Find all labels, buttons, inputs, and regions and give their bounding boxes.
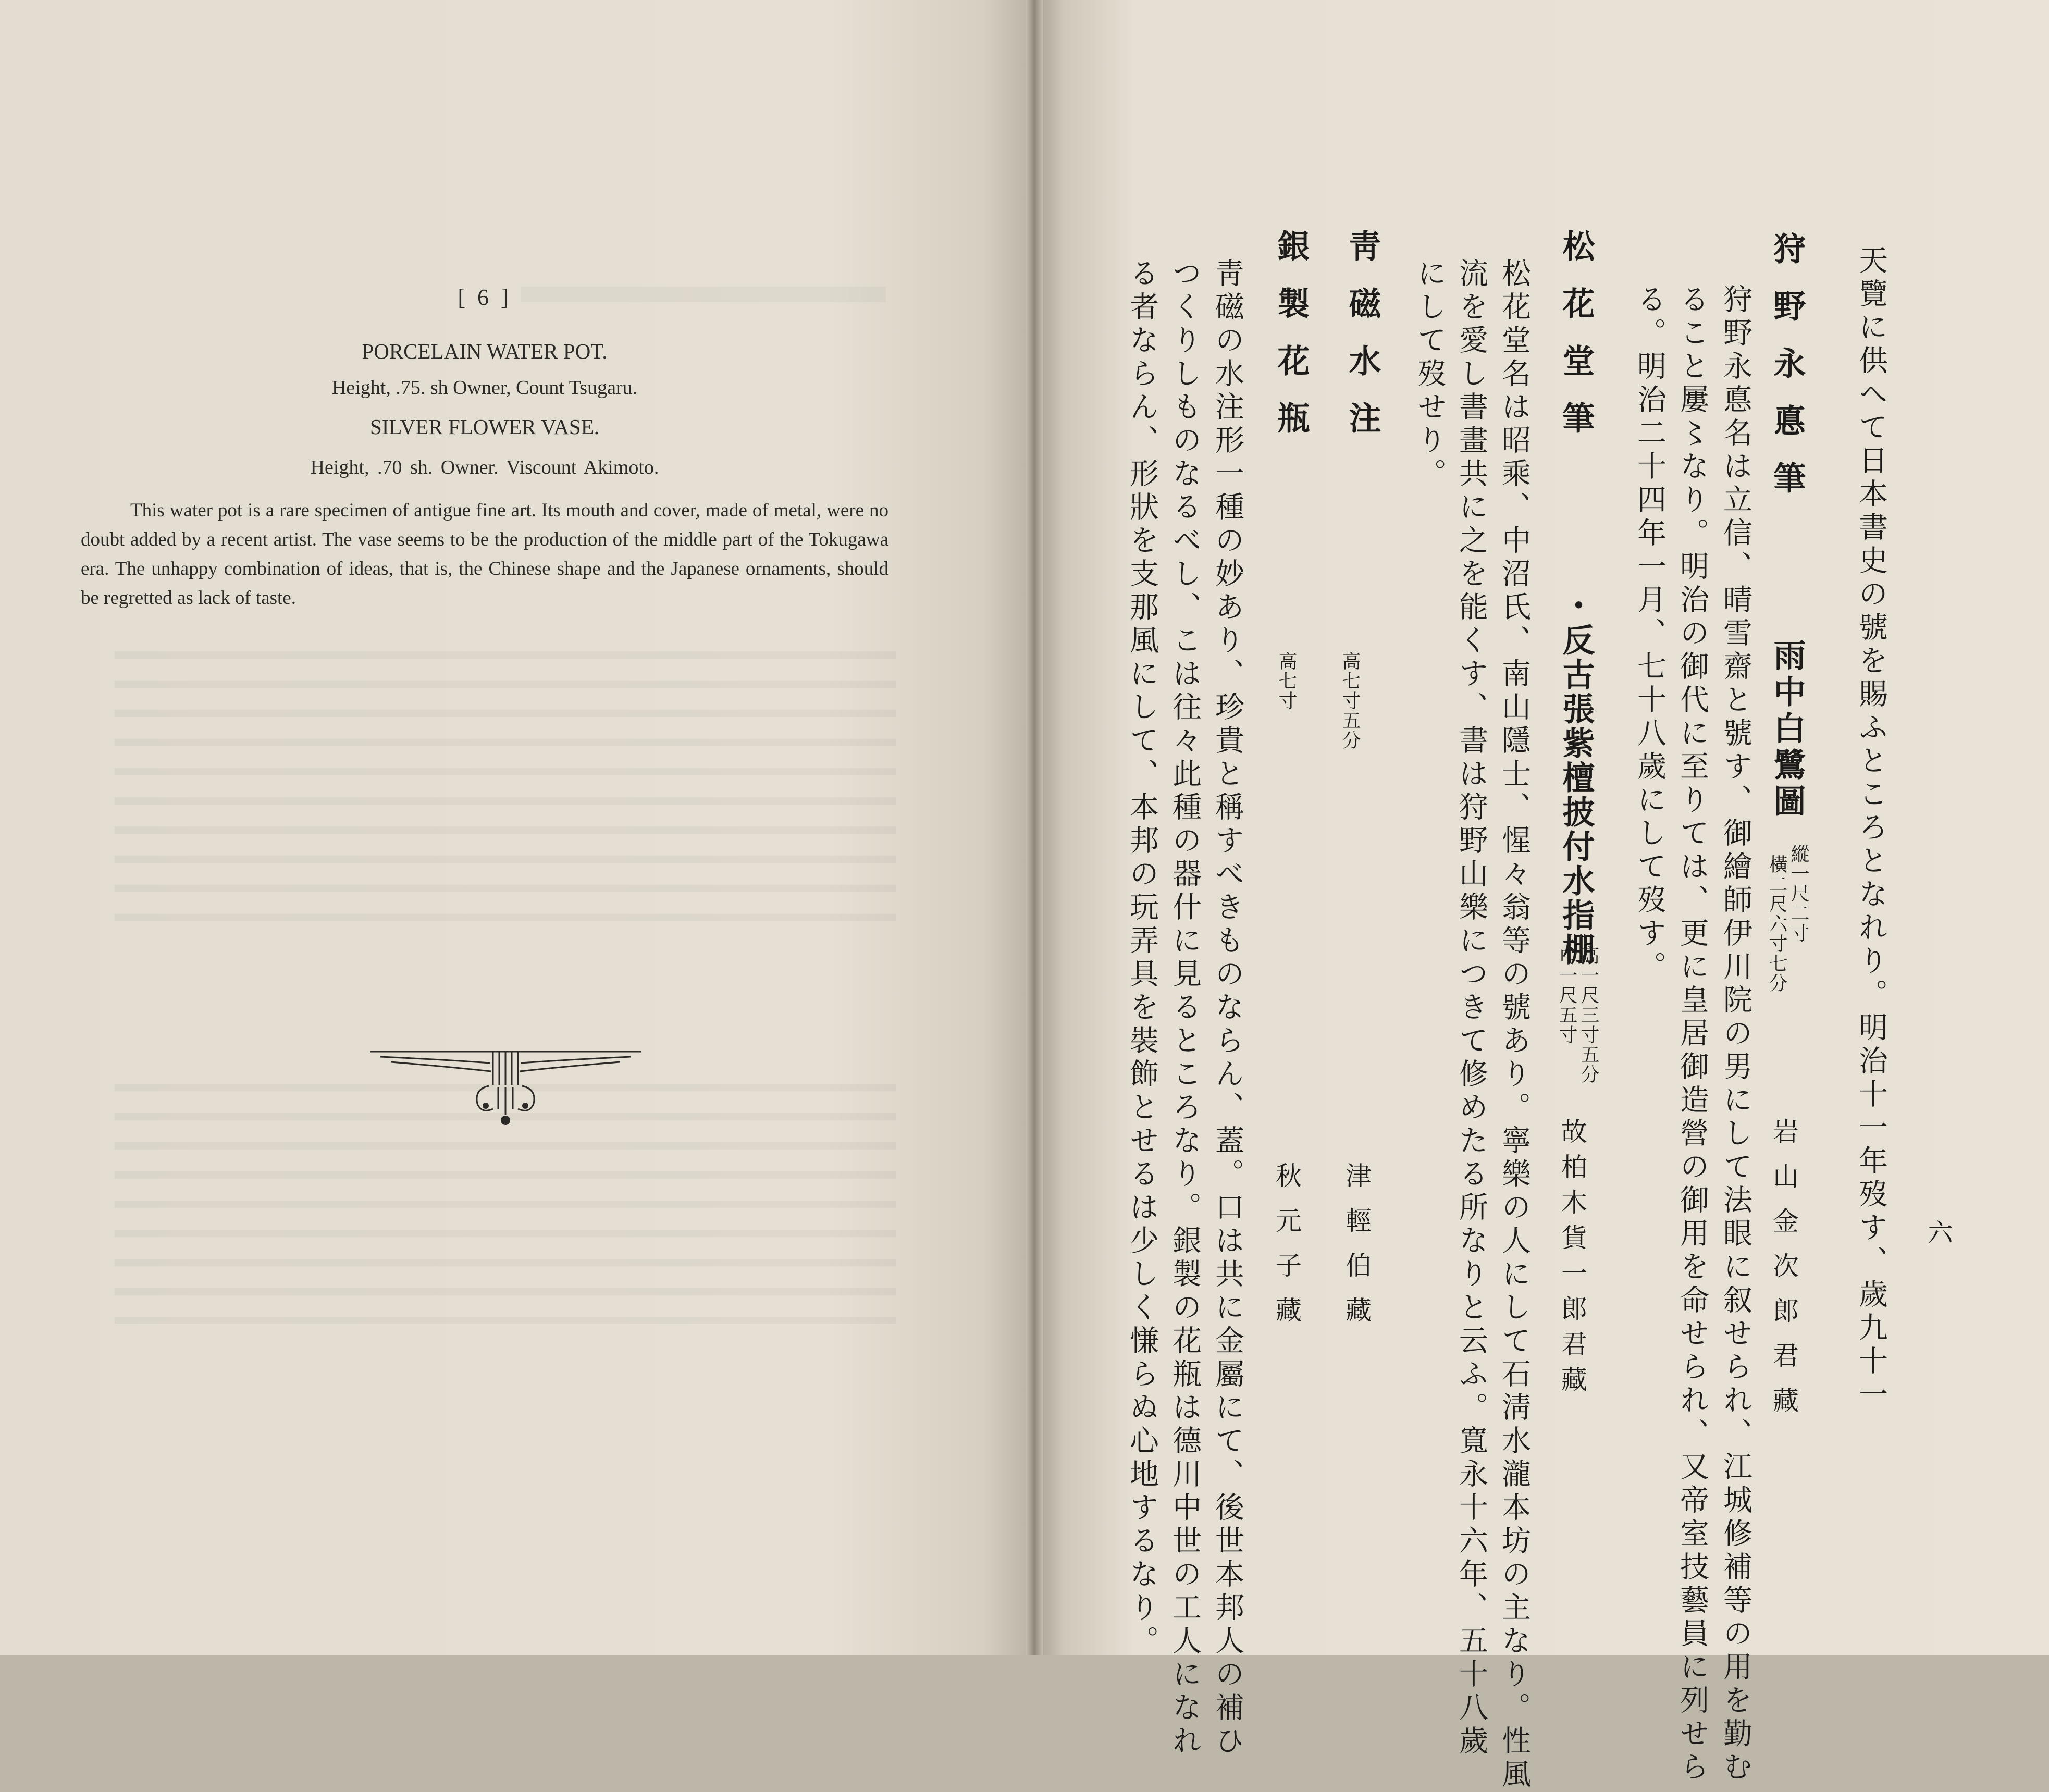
item-detail-flower-vase: Height, .70 sh. Owner. Viscount Akimoto. (310, 456, 659, 478)
plate-number: [ 6 ] (458, 285, 512, 310)
size-note-vertical: 縱一尺二寸 (1788, 844, 1809, 943)
size-note-water-pot: 高七寸五分 (1339, 651, 1361, 750)
size-note-silver-vase: 高七寸 (1276, 651, 1297, 711)
text-column-7: 松花堂名は昭乘、中沼氏、南山隱士、惺々翁等の號あり。寧樂の人にして石淸水瀧本坊の主なり。性風 (1497, 258, 1531, 1792)
text-column-1: 天覽に供へて日本書史の號を賜ふところとなれり。明治十一年歿す、歲九十一 (1854, 245, 1888, 1412)
english-description: This water pot is a rare specimen of antigue fine art. Its mouth and cover, made of metal, were no doubt added by a recent artist. The vase seems to be the production of the middle part of the Tokugawa era. The unhappy combination of ideas, that is, the Chinese shape and the Japanese ornaments, should be regretted as lack of taste. (81, 500, 888, 609)
artwork-title-egret: 雨中白鷺圖 (1768, 638, 1806, 821)
owner-akimoto: 秋元子藏 (1272, 1162, 1302, 1341)
left-page (0, 0, 1034, 1655)
text-column-14: る者ならん、形狀を支那風にして、本邦の玩弄具を裝飾とせるは少しく慊らぬ心地するなり。 (1125, 258, 1159, 1659)
section-heading-shokado: 松花堂筆 (1557, 229, 1595, 459)
text-column-9: にして歿せり。 (1413, 258, 1447, 491)
right-page (1034, 0, 2049, 1792)
item-title-flower-vase: SILVER FLOWER VASE. (369, 415, 600, 439)
size-note-horizontal: 橫二尺六寸七分 (1766, 855, 1787, 993)
text-column-4: ること屢〻なり。明治の御代に至りては、更に皇居御造營の御用を命せられ、又帝室技藝員に列せら (1675, 284, 1709, 1785)
artwork-title-shelf: ・反古張紫檀披付水指棚 (1557, 589, 1595, 967)
text-column-12: 靑磁の水注形一種の妙あり、珍貴と稱すべきものならん、蓋。口は共に金屬にて、後世本邦人の補ひ (1211, 258, 1244, 1759)
size-note-height: 高一尺三寸五分 (1578, 946, 1599, 1084)
section-heading-silver-vase: 銀製花瓶 (1272, 229, 1310, 459)
text-column-8: 流を愛し書畫共に之を能くす、書は狩野山樂につきて修めたる所なりと云ふ。寬永十六年、五十八歲 (1454, 258, 1488, 1759)
text-column-5: る。明治二十四年一月、七十八歲にして歿す。 (1633, 284, 1667, 984)
page-number: 六 (1923, 1219, 1953, 1244)
item-detail-water-pot: Height, .75. sh Owner, Count Tsugaru. (331, 377, 638, 399)
text-column-3: 狩野永悳名は立信、晴雪齋と號す、御繪師伊川院の男にして法眼に叙せられ、江城修補等の用を勤む (1719, 284, 1752, 1785)
text-column-13: つくりしものなるべし、こは往々此種の器什に見るところなり。銀製の花瓶は德川中世の工人になれ (1168, 258, 1202, 1759)
section-heading-kano-eitoku: 狩野永悳筆 (1768, 232, 1806, 518)
owner-iwayama: 岩山金次郎君藏 (1769, 1118, 1799, 1431)
size-note-width: 巾一尺五寸 (1556, 946, 1577, 1045)
section-heading-celadon-water-pot: 靑磁水注 (1343, 229, 1381, 459)
ornament-icon (370, 1042, 641, 1131)
owner-tsugaru: 津輕伯藏 (1341, 1162, 1372, 1341)
owner-kashiwagi: 故柏木貨一郎君藏 (1557, 1118, 1587, 1401)
item-title-water-pot: PORCELAIN WATER POT. (362, 339, 608, 363)
book-gutter (1026, 0, 1043, 1655)
